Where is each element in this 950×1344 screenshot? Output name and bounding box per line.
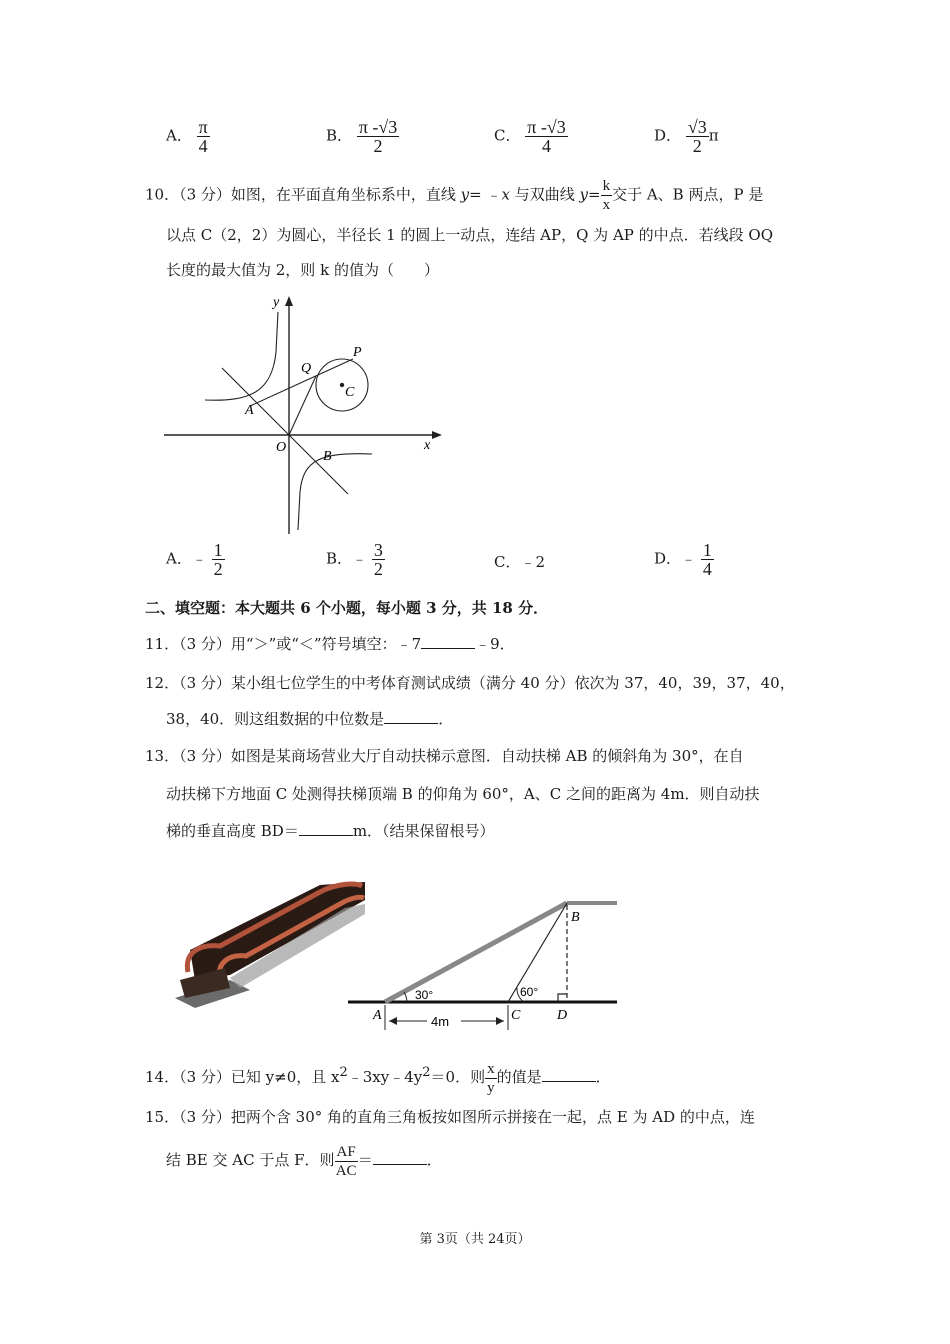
option-label: D． <box>654 549 682 568</box>
var-x: x <box>501 185 510 204</box>
fraction <box>372 541 385 578</box>
q10-coordinate-figure <box>160 292 450 538</box>
option-label: D． <box>654 126 682 145</box>
option-label: C． <box>494 553 521 571</box>
answer-blank[interactable] <box>542 1067 596 1082</box>
text: ＝0．则 <box>430 1068 486 1086</box>
fraction-k-over-x <box>601 177 613 214</box>
text: 的值是 <box>496 1068 542 1086</box>
pi-suffix: π <box>708 126 719 145</box>
answer-blank[interactable] <box>299 821 353 836</box>
denominator: 2 <box>692 136 702 156</box>
q10-option-c <box>494 551 545 572</box>
dim-arrow-left <box>389 1017 397 1025</box>
denominator: 4 <box>702 559 712 579</box>
label-b: B <box>571 910 580 925</box>
q14 <box>145 1058 611 1097</box>
text: ． <box>438 710 454 728</box>
numerator: π <box>198 117 208 137</box>
var-y: y <box>460 185 470 204</box>
q10-option-a <box>166 541 225 578</box>
x-axis-arrow <box>432 431 442 439</box>
var-y: y <box>579 185 588 204</box>
page-footer: 第 3页（共 24页） <box>419 1232 531 1247</box>
q10-line-1 <box>145 177 763 214</box>
option-value: ﹣2 <box>520 553 546 571</box>
q9-option-d <box>654 118 719 155</box>
fraction <box>525 118 567 155</box>
text: ． <box>595 1068 611 1086</box>
text: 结 BE 交 AC 于点 F．则 <box>166 1151 335 1169</box>
option-label: A． <box>166 126 192 145</box>
text: ﹣3xy﹣4y <box>347 1068 423 1086</box>
denominator: 2 <box>373 136 383 156</box>
fraction <box>212 541 225 578</box>
minus-sign: ﹣ <box>681 549 697 568</box>
denominator: 2 <box>213 559 223 579</box>
text: 14．（3 分）已知 y≠0，且 x <box>145 1068 340 1086</box>
label-c: C <box>511 1008 521 1023</box>
label-p: P <box>353 345 362 360</box>
numerator: x <box>487 1060 495 1077</box>
label-d: D <box>557 1008 568 1023</box>
text: = <box>588 185 601 204</box>
denominator: AC <box>335 1162 357 1179</box>
text: = ﹣ <box>469 185 502 204</box>
q10-line-3: 长度的最大值为 2，则 k 的值为（ ） <box>166 261 439 279</box>
q12-line-1: 12．（3 分）某小组七位学生的中考体育测试成绩（满分 40 分）依次为 37，40，39，37，40， <box>145 674 795 692</box>
fraction <box>357 118 399 155</box>
denominator: y <box>487 1079 495 1096</box>
q15-line-1: 15．（3 分）把两个含 30° 角的直角三角板按如图所示拼接在一起，点 E 为 AD 的中点，连 <box>145 1108 755 1126</box>
q10-option-d <box>654 541 714 578</box>
denominator: 2 <box>373 559 383 579</box>
q13-line-1: 13．（3 分）如图是某商场营业大厅自动扶梯示意图．自动扶梯 AB 的倾斜角为 30°，在自 <box>145 747 744 765</box>
option-label: A． <box>166 549 192 568</box>
fraction-x-over-y <box>485 1060 497 1097</box>
exponent: 2 <box>339 1065 348 1080</box>
escalator-ab <box>385 903 567 1002</box>
label-y: y <box>273 295 280 310</box>
center-point-c <box>340 383 344 387</box>
numerator: π -√3 <box>358 117 398 137</box>
label-x: x <box>424 438 431 453</box>
q9-option-b <box>326 118 399 155</box>
option-label: B． <box>326 549 353 568</box>
text: 交于 A、B 两点，P 是 <box>612 185 764 204</box>
label-o: O <box>276 440 287 455</box>
q13-line-3 <box>166 821 495 841</box>
label-60deg: 60° <box>520 985 539 999</box>
denominator: x <box>602 197 611 213</box>
escalator-photo <box>170 880 370 1010</box>
text: 38，40．则这组数据的中位数是 <box>166 710 385 728</box>
label-q: Q <box>301 361 312 376</box>
text: 11．（3 分）用“＞”或“＜”符号填空：﹣7 <box>145 635 422 653</box>
fraction <box>701 541 714 578</box>
option-label: C． <box>494 126 521 145</box>
minus-sign: ﹣ <box>352 549 368 568</box>
text: ＝ <box>357 1151 373 1169</box>
fraction-af-over-ac <box>335 1143 358 1180</box>
minus-sign: ﹣ <box>191 549 207 568</box>
section-2-heading: 二、填空题：本大题共 6 个小题，每小题 3 分，共 18 分． <box>145 599 549 617</box>
line-y-neg-x <box>222 368 348 494</box>
text: 10．（3 分）如图，在平面直角坐标系中，直线 <box>145 185 461 204</box>
numerator: 3 <box>373 540 383 560</box>
fraction <box>197 118 210 155</box>
segment-oq <box>289 376 316 435</box>
label-a: A <box>373 1008 382 1023</box>
answer-blank[interactable] <box>384 709 438 724</box>
q9-option-c <box>494 118 568 155</box>
y-axis-arrow <box>285 296 293 306</box>
fraction <box>686 118 709 155</box>
numerator: √3 <box>687 117 707 137</box>
numerator: 1 <box>213 540 223 560</box>
label-30deg: 30° <box>415 988 434 1002</box>
option-label: B． <box>326 126 353 145</box>
q9-option-a <box>166 118 210 155</box>
text: ． <box>426 1151 442 1169</box>
numerator: k <box>602 178 611 194</box>
denominator: 4 <box>542 136 551 156</box>
q15-line-2 <box>166 1142 442 1180</box>
exponent: 2 <box>422 1065 431 1080</box>
q12-line-2 <box>166 709 453 729</box>
text: m．（结果保留根号） <box>352 822 495 840</box>
text: ﹣9． <box>475 635 515 653</box>
q10-line-2: 以点 C（2，2）为圆心，半径长 1 的圆上一动点，连结 AP，Q 为 AP 的中点．若线段 OQ <box>166 226 773 244</box>
text: 梯的垂直高度 BD＝ <box>166 822 299 840</box>
answer-blank[interactable] <box>421 634 475 649</box>
label-4m: 4m <box>431 1014 450 1029</box>
denominator: 4 <box>198 136 208 156</box>
numerator: 1 <box>702 540 712 560</box>
q13-line-2: 动扶梯下方地面 C 处测得扶梯顶端 B 的仰角为 60°，A、C 之间的距离为 4m．则自动扶 <box>166 785 760 803</box>
q11 <box>145 634 515 654</box>
text: 与双曲线 <box>509 185 580 204</box>
q10-option-b <box>326 541 385 578</box>
numerator: π -√3 <box>527 117 566 137</box>
hyperbola-branch-lower-right <box>298 454 372 530</box>
q13-geometry-figure <box>345 895 620 1035</box>
numerator: AF <box>336 1143 356 1160</box>
label-c: C <box>345 385 355 400</box>
answer-blank[interactable] <box>373 1150 427 1165</box>
label-b: B <box>323 449 332 464</box>
dim-arrow-right <box>496 1017 504 1025</box>
label-a: A <box>245 403 254 418</box>
